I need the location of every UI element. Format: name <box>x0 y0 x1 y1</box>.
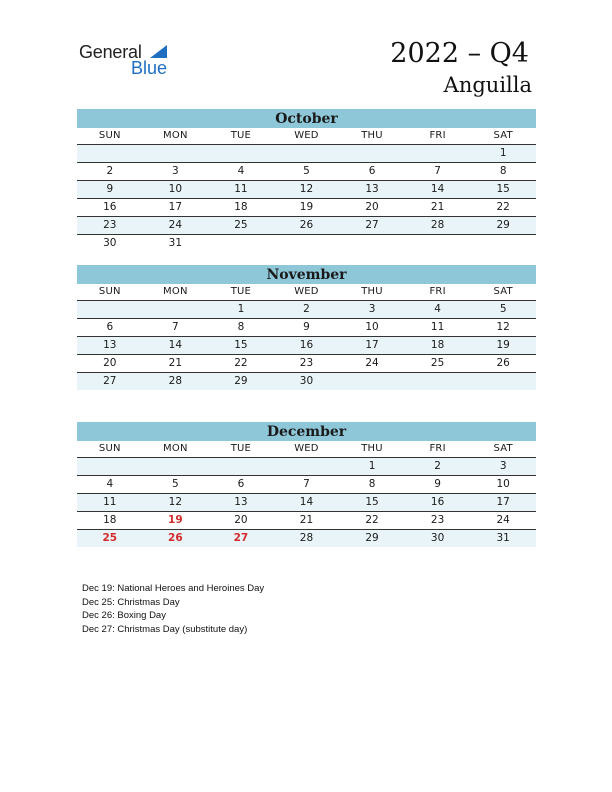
date-cell: 7 <box>172 321 179 333</box>
month-title: November <box>77 265 536 284</box>
general-blue-logo <box>79 42 179 82</box>
week-row <box>77 337 536 355</box>
date-cell <box>405 235 471 252</box>
date-cell: 23 <box>299 357 314 369</box>
date-cell: 30 <box>299 375 314 387</box>
month-calendar-december <box>77 422 536 547</box>
date-cell: 4 <box>106 478 114 490</box>
date-cell: 5 <box>172 478 179 490</box>
week-row <box>77 458 536 476</box>
date-cell: 23 <box>103 219 117 231</box>
page-subtitle: Anguilla <box>443 73 532 97</box>
date-cell: 4 <box>237 165 245 177</box>
date-cell: 10 <box>496 478 510 490</box>
date-cell: 30 <box>430 532 445 544</box>
week-row <box>77 476 536 494</box>
date-cell: 15 <box>234 339 248 351</box>
date-cell <box>77 145 143 162</box>
date-cell: 20 <box>103 357 117 369</box>
date-cell <box>339 373 405 390</box>
holiday-date-cell: 25 <box>102 532 118 544</box>
date-cell: 5 <box>303 165 310 177</box>
date-cell: 7 <box>434 165 441 177</box>
date-cell: 8 <box>499 165 507 177</box>
date-cell: 7 <box>303 478 310 490</box>
date-cell: 3 <box>499 460 507 472</box>
holiday-date-cell: 26 <box>168 532 183 544</box>
date-cell: 1 <box>499 147 507 159</box>
weekday-label: FRI <box>429 286 446 297</box>
week-row <box>77 355 536 373</box>
date-cell: 16 <box>299 339 314 351</box>
date-cell: 15 <box>496 183 510 195</box>
date-cell: 17 <box>365 339 379 351</box>
weekday-label: THU <box>361 443 383 454</box>
date-cell: 20 <box>365 201 379 213</box>
date-cell: 27 <box>103 375 117 387</box>
weekday-label: SUN <box>98 286 121 297</box>
date-cell: 2 <box>434 460 441 472</box>
date-cell: 14 <box>168 339 183 351</box>
weekday-label: MON <box>163 286 188 297</box>
date-cell: 6 <box>237 478 245 490</box>
date-cell <box>143 458 209 475</box>
week-row <box>77 319 536 337</box>
date-cell: 11 <box>234 183 248 195</box>
weekday-label: WED <box>294 286 319 297</box>
date-cell <box>143 301 209 318</box>
date-cell <box>208 235 274 252</box>
date-cell: 12 <box>168 496 183 508</box>
month-calendar-october <box>77 109 536 252</box>
holiday-note: Dec 19: National Heroes and Heroines Day <box>82 583 265 594</box>
weekday-label: FRI <box>429 130 446 141</box>
month-title: December <box>77 422 536 441</box>
date-cell: 22 <box>365 514 379 526</box>
date-cell: 22 <box>496 201 510 213</box>
date-cell: 14 <box>299 496 314 508</box>
date-cell: 21 <box>430 201 445 213</box>
holiday-note: Dec 26: Boxing Day <box>82 610 166 621</box>
date-cell: 25 <box>234 219 248 231</box>
date-cell <box>405 373 471 390</box>
week-row <box>77 217 536 235</box>
date-cell: 30 <box>103 237 117 249</box>
weekday-label: SUN <box>98 443 121 454</box>
date-cell <box>339 235 405 252</box>
date-cell: 28 <box>168 375 183 387</box>
date-cell: 1 <box>237 303 245 315</box>
date-cell: 14 <box>430 183 445 195</box>
date-cell: 12 <box>299 183 314 195</box>
weekday-label: THU <box>361 286 383 297</box>
date-cell: 31 <box>168 237 183 249</box>
date-cell: 23 <box>430 514 445 526</box>
weekday-label: SAT <box>493 130 513 141</box>
date-cell <box>470 373 536 390</box>
date-cell <box>143 145 209 162</box>
date-cell: 10 <box>365 321 379 333</box>
date-cell: 21 <box>168 357 183 369</box>
page-title: 2022 – Q4 <box>390 38 529 69</box>
holiday-date-cell: 27 <box>233 532 249 544</box>
logo-text-general: General <box>79 42 142 62</box>
date-cell <box>274 145 340 162</box>
date-cell: 16 <box>430 496 445 508</box>
week-row <box>77 235 536 252</box>
holiday-notes <box>82 582 264 636</box>
date-cell: 22 <box>234 357 248 369</box>
date-cell <box>339 145 405 162</box>
week-row <box>77 163 536 181</box>
holiday-date-cell: 19 <box>168 514 183 526</box>
date-cell <box>405 145 471 162</box>
logo-text-blue: Blue <box>131 58 168 78</box>
week-row <box>77 301 536 319</box>
logo-triangle-icon <box>150 45 167 58</box>
date-cell: 5 <box>499 303 507 315</box>
date-cell: 2 <box>106 165 114 177</box>
date-cell: 29 <box>496 219 510 231</box>
date-cell <box>274 458 340 475</box>
date-cell: 4 <box>434 303 441 315</box>
weekday-label: SUN <box>98 130 121 141</box>
date-cell: 27 <box>365 219 379 231</box>
weekday-header-row <box>77 441 536 458</box>
date-cell: 8 <box>368 478 376 490</box>
date-cell: 9 <box>434 478 441 490</box>
date-cell: 11 <box>430 321 445 333</box>
date-cell: 16 <box>103 201 117 213</box>
date-cell <box>208 458 274 475</box>
date-cell: 21 <box>299 514 314 526</box>
date-cell: 17 <box>168 201 183 213</box>
holiday-note: Dec 25: Christmas Day <box>82 596 180 608</box>
weekday-label: THU <box>361 130 383 141</box>
date-cell: 2 <box>303 303 310 315</box>
date-cell: 24 <box>365 357 379 369</box>
weekday-label: FRI <box>429 443 446 454</box>
date-cell: 8 <box>237 321 245 333</box>
date-cell: 9 <box>303 321 310 333</box>
weekday-label: WED <box>294 443 319 454</box>
date-cell: 10 <box>168 183 183 195</box>
date-cell <box>208 145 274 162</box>
date-cell: 1 <box>368 460 376 472</box>
weekday-label: MON <box>163 130 188 141</box>
month-title: October <box>77 109 536 128</box>
date-cell: 18 <box>234 201 248 213</box>
weekday-label: TUE <box>230 286 252 297</box>
weekday-header-row <box>77 284 536 301</box>
date-cell: 19 <box>299 201 314 213</box>
date-cell: 20 <box>234 514 248 526</box>
date-cell: 13 <box>234 496 248 508</box>
date-cell: 3 <box>368 303 376 315</box>
weekday-label: SAT <box>493 286 513 297</box>
weekday-label: TUE <box>230 443 252 454</box>
date-cell: 6 <box>368 165 376 177</box>
date-cell: 9 <box>106 183 114 195</box>
date-cell: 13 <box>365 183 379 195</box>
date-cell: 25 <box>430 357 445 369</box>
date-cell: 29 <box>365 532 379 544</box>
weekday-header-row <box>77 128 536 145</box>
date-cell: 12 <box>496 321 510 333</box>
date-cell: 24 <box>496 514 510 526</box>
date-cell: 29 <box>234 375 248 387</box>
date-cell: 26 <box>496 357 510 369</box>
weekday-label: TUE <box>230 130 252 141</box>
week-row <box>77 145 536 163</box>
date-cell: 17 <box>496 496 510 508</box>
week-row <box>77 373 536 390</box>
date-cell <box>77 301 143 318</box>
date-cell: 19 <box>496 339 510 351</box>
weekday-label: MON <box>163 443 188 454</box>
date-cell: 26 <box>299 219 314 231</box>
date-cell: 24 <box>168 219 183 231</box>
date-cell: 18 <box>430 339 445 351</box>
date-cell <box>470 235 536 252</box>
week-row <box>77 494 536 512</box>
date-cell: 28 <box>299 532 314 544</box>
date-cell: 18 <box>103 514 117 526</box>
date-cell: 11 <box>103 496 117 508</box>
week-row <box>77 181 536 199</box>
week-row <box>77 199 536 217</box>
holiday-note: Dec 27: Christmas Day (substitute day) <box>82 623 248 635</box>
date-cell: 15 <box>365 496 379 508</box>
date-cell: 28 <box>430 219 445 231</box>
date-cell <box>274 235 340 252</box>
date-cell: 31 <box>496 532 510 544</box>
week-row <box>77 512 536 530</box>
month-calendar-november <box>77 265 536 390</box>
date-cell <box>77 458 143 475</box>
week-row <box>77 530 536 547</box>
weekday-label: SAT <box>493 443 513 454</box>
date-cell: 3 <box>172 165 179 177</box>
weekday-label: WED <box>294 130 319 141</box>
date-cell: 6 <box>106 321 114 333</box>
date-cell: 13 <box>103 339 117 351</box>
